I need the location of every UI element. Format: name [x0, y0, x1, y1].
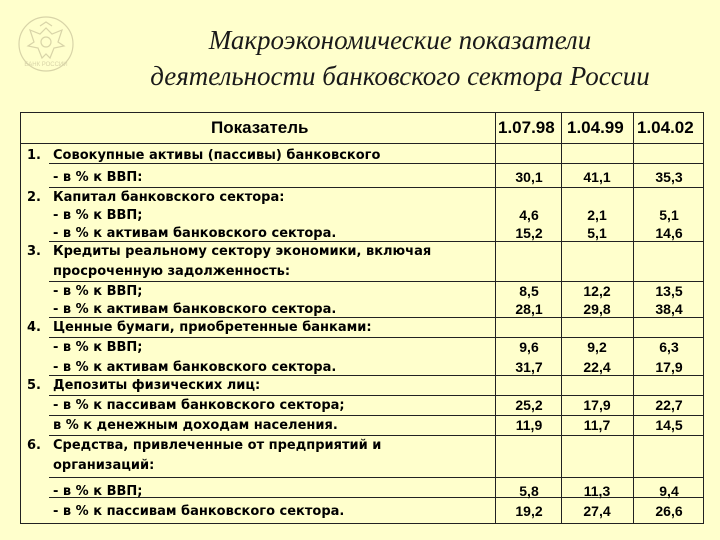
row-label: - в % к пассивам банковского сектора. — [53, 504, 345, 519]
value-1-04-02: 22,7 — [655, 397, 683, 413]
bank-of-russia-emblem — [16, 14, 76, 74]
row-divider — [49, 395, 703, 396]
row-label: Совокупные активы (пассивы) банковского — [53, 148, 381, 163]
row-number: 4. — [27, 320, 41, 335]
indicators-table — [20, 112, 704, 524]
value-1-04-02: 13,5 — [655, 283, 683, 299]
value-1-04-02: 6,3 — [659, 339, 679, 355]
row-divider — [49, 281, 703, 282]
value-1-04-02: 14,5 — [655, 417, 683, 433]
column-divider — [561, 113, 562, 523]
value-1-07-98: 31,7 — [515, 359, 543, 375]
row-label: просроченную задолженность: — [53, 264, 291, 279]
value-1-07-98: 9,6 — [519, 339, 539, 355]
row-number: 5. — [27, 378, 41, 393]
value-1-04-99: 41,1 — [583, 169, 611, 185]
value-1-04-99: 11,3 — [583, 483, 611, 499]
value-1-07-98: 11,9 — [515, 417, 543, 433]
header-date-3: 1.04.02 — [637, 118, 694, 137]
row-label: Капитал банковского сектора: — [53, 190, 285, 205]
value-1-04-99: 2,1 — [587, 207, 607, 223]
row-number: 6. — [27, 438, 41, 453]
page-title — [100, 22, 700, 94]
value-1-04-02: 35,3 — [655, 169, 683, 185]
row-label: в % к денежным доходам населения. — [53, 418, 338, 433]
row-divider — [49, 187, 703, 188]
value-1-04-99: 11,7 — [583, 417, 611, 433]
value-1-07-98: 25,2 — [515, 397, 543, 413]
column-divider — [633, 113, 634, 523]
column-divider — [495, 113, 496, 523]
row-label: - в % к ВВП; — [53, 340, 143, 355]
row-number: 2. — [27, 190, 41, 205]
row-label: Депозиты физических лиц: — [53, 378, 261, 393]
row-label: - в % к ВВП; — [53, 484, 143, 499]
row-divider — [49, 337, 703, 338]
title-line-1: Макроэкономические показатели — [208, 25, 592, 55]
value-1-04-02: 9,4 — [659, 483, 679, 499]
row-label: - в % к ВВП; — [53, 284, 143, 299]
row-divider — [21, 143, 703, 144]
row-label: - в % к пассивам банковского сектора; — [53, 398, 345, 413]
row-number: 1. — [27, 148, 41, 163]
value-1-04-99: 29,8 — [583, 301, 611, 317]
value-1-07-98: 5,8 — [519, 483, 539, 499]
value-1-04-02: 14,6 — [655, 225, 683, 241]
value-1-07-98: 30,1 — [515, 169, 543, 185]
row-divider — [49, 415, 703, 416]
title-line-2: деятельности банковского сектора России — [150, 61, 650, 91]
value-1-07-98: 28,1 — [515, 301, 543, 317]
row-label: - в % к активам банковского сектора. — [53, 226, 337, 241]
row-label: - в % к активам банковского сектора. — [53, 360, 337, 375]
logo-text: БАНК РОССИИ — [24, 62, 68, 68]
value-1-04-02: 5,1 — [659, 207, 679, 223]
row-label: - в % к ВВП; — [53, 208, 143, 223]
row-label: - в % к ВВП: — [53, 170, 143, 185]
header-indicator: Показатель — [211, 118, 309, 137]
value-1-07-98: 8,5 — [519, 283, 539, 299]
value-1-07-98: 19,2 — [515, 503, 543, 519]
value-1-04-99: 27,4 — [583, 503, 611, 519]
value-1-04-99: 12,2 — [583, 283, 611, 299]
header-date-1: 1.07.98 — [498, 118, 555, 137]
value-1-04-02: 26,6 — [655, 503, 683, 519]
value-1-04-99: 5,1 — [587, 225, 607, 241]
row-label: - в % к активам банковского сектора. — [53, 302, 337, 317]
row-label: организаций: — [53, 458, 155, 473]
row-divider — [49, 435, 703, 436]
row-label: Ценные бумаги, приобретенные банками: — [53, 320, 372, 335]
value-1-04-99: 9,2 — [587, 339, 607, 355]
value-1-04-02: 38,4 — [655, 301, 683, 317]
row-label: Средства, привлеченные от предприятий и — [53, 438, 382, 453]
value-1-07-98: 4,6 — [519, 207, 539, 223]
header-date-2: 1.04.99 — [567, 118, 624, 137]
value-1-04-99: 17,9 — [583, 397, 611, 413]
row-divider — [49, 477, 703, 478]
value-1-04-99: 22,4 — [583, 359, 611, 375]
row-label: Кредиты реальному сектору экономики, включая — [53, 244, 432, 259]
row-number: 3. — [27, 244, 41, 259]
double-headed-eagle-icon — [16, 14, 76, 74]
value-1-07-98: 15,2 — [515, 225, 543, 241]
value-1-04-02: 17,9 — [655, 359, 683, 375]
